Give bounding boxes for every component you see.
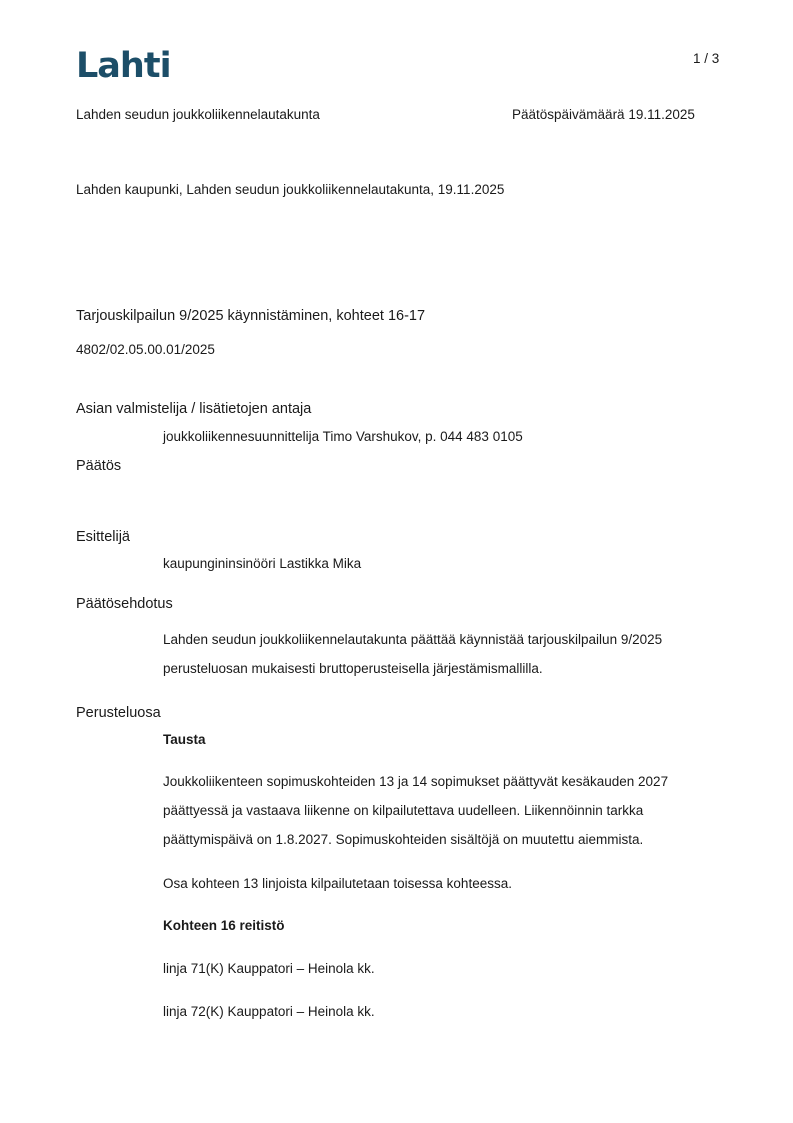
proposal-line: Lahden seudun joukkoliikennelautakunta päättää käynnistää tarjouskilpailun 9/2025	[163, 632, 663, 647]
meeting-line: Lahden kaupunki, Lahden seudun joukkoliikennelautakunta, 19.11.2025	[76, 182, 505, 197]
lahti-logo: Lahti	[76, 46, 171, 86]
proposal-line: perusteluosan mukaisesti bruttoperusteisella järjestämismallilla.	[163, 661, 543, 676]
route-heading: Kohteen 16 reitistö	[163, 918, 285, 933]
presenter-value: kaupungininsinööri Lastikka Mika	[163, 556, 362, 571]
organ-name: Lahden seudun joukkoliikennelautakunta	[76, 107, 320, 122]
preparer-heading: Asian valmistelija / lisätietojen antaja	[76, 401, 312, 417]
background-line: Joukkoliikenteen sopimuskohteiden 13 ja 14 sopimukset päättyvät kesäkauden 2027	[163, 774, 669, 789]
rationale-heading: Perusteluosa	[76, 705, 161, 721]
presenter-heading: Esittelijä	[76, 529, 130, 545]
document-title: Tarjouskilpailun 9/2025 käynnistäminen, kohteet 16-17	[76, 308, 426, 324]
page-number: 1 / 3	[693, 51, 720, 66]
preparer-value: joukkoliikennesuunnittelija Timo Varshukov, p. 044 483 0105	[163, 429, 523, 444]
route-item: linja 72(K) Kauppatori – Heinola kk.	[163, 1004, 375, 1019]
route-item: linja 71(K) Kauppatori – Heinola kk.	[163, 961, 375, 976]
background-line: päättymispäivä on 1.8.2027. Sopimuskohteiden sisältöjä on muutettu aiemmista.	[163, 832, 644, 847]
background-heading: Tausta	[163, 732, 206, 747]
note-line: Osa kohteen 13 linjoista kilpailutetaan toisessa kohteessa.	[163, 876, 512, 891]
diary-number: 4802/02.05.00.01/2025	[76, 342, 215, 357]
proposal-heading: Päätösehdotus	[76, 596, 173, 612]
background-line: päättyessä ja vastaava liikenne on kilpailutettava uudelleen. Liikennöinnin tarkka	[163, 803, 644, 818]
decision-heading: Päätös	[76, 458, 122, 474]
decision-date: Päätöspäivämäärä 19.11.2025	[512, 107, 695, 122]
